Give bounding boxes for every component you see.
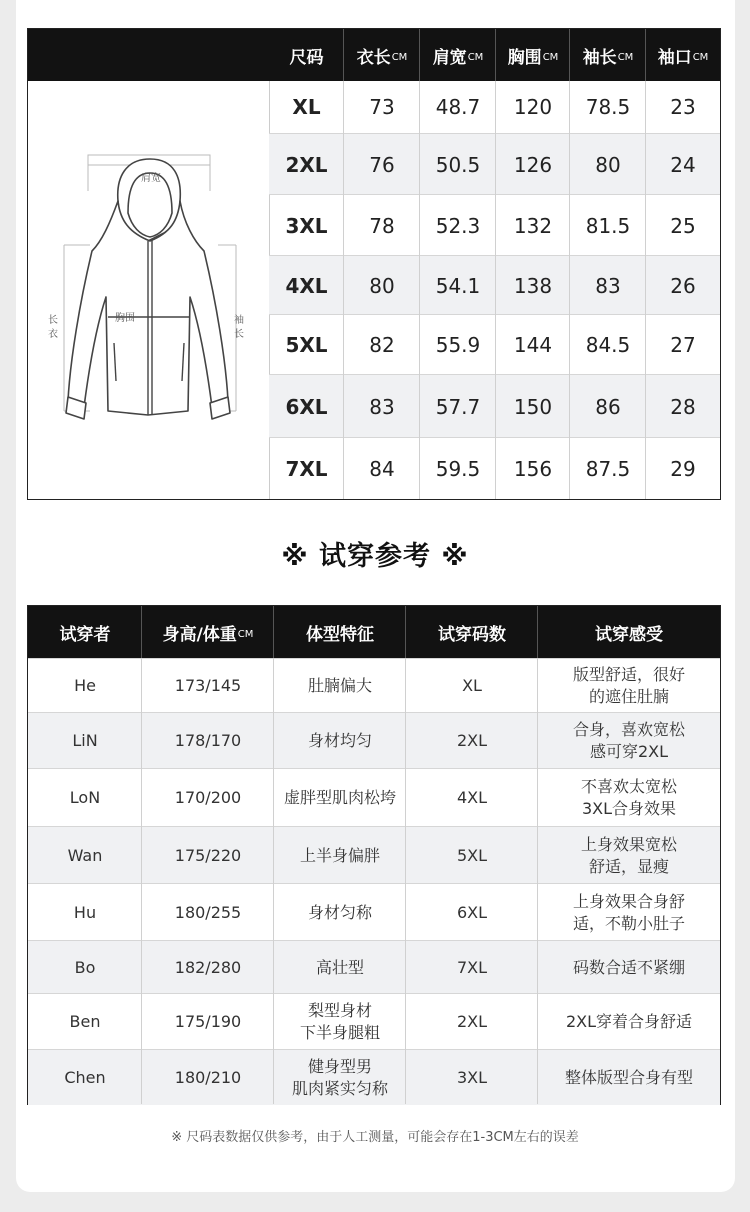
size-cell-value: 78.5 (585, 95, 631, 119)
size-cell-value: 80 (595, 152, 621, 177)
fitting-cell-hw: 173/145 (174, 676, 242, 695)
size-cell-value: 57.7 (435, 394, 481, 419)
size-cell-value: 48.7 (435, 95, 481, 119)
size-cell-value: 87.5 (585, 457, 631, 481)
column-divider (405, 658, 406, 1104)
size-cell-value: 138 (513, 273, 553, 298)
fitting-cell-line: 梨型身材 (307, 1001, 372, 1020)
fitting-cell-name: Bo (74, 957, 96, 977)
size-cell-value: 120 (513, 95, 553, 119)
fitting-cell-line: 健身型男 (307, 1056, 372, 1076)
size-cell-size: 3XL (285, 213, 328, 238)
fitting-cell-line: 虚胖型肌肉松垮 (283, 788, 396, 807)
size-header-unit: CM (391, 51, 408, 63)
size-cell-value: 84.5 (585, 333, 631, 357)
fitting-cell-line: 上身效果宽松 (580, 834, 677, 854)
fitting-header-0 (28, 606, 142, 658)
fitting-cell-name: Ben (69, 1012, 101, 1031)
column-divider (141, 658, 142, 1104)
fitting-cell-feel (538, 659, 720, 713)
fitting-cell-hw: 175/190 (174, 1012, 242, 1031)
fitting-cell-size: 6XL (456, 902, 488, 922)
diagram-label-length-2: 衣 (48, 328, 58, 340)
header-divider (141, 606, 142, 658)
fitting-table (27, 605, 721, 1105)
size-header-3 (496, 29, 570, 81)
header-divider (273, 606, 274, 658)
fitting-header-4 (538, 606, 720, 658)
fitting-cell-body (274, 827, 406, 884)
size-header-label: 肩宽 (432, 47, 467, 68)
fitting-row (28, 826, 720, 884)
fitting-cell-line: 2XL穿着合身舒适 (565, 1012, 693, 1031)
size-cell-size: XL (292, 95, 321, 119)
fitting-cell-line: 版型舒适，很好 (572, 665, 685, 684)
size-cell-value: 78 (369, 213, 395, 238)
fitting-header-label: 试穿者 (59, 624, 111, 645)
header-divider (495, 29, 496, 81)
size-cell-value: 81.5 (585, 213, 631, 238)
fitting-cell-name: LiN (72, 731, 98, 750)
size-header-5 (646, 29, 720, 81)
fitting-cell-line: 适，不勒小肚子 (572, 913, 685, 933)
fitting-cell-size: 2XL (456, 1012, 488, 1031)
size-header-unit: CM (692, 51, 709, 63)
fitting-cell-line: 感可穿2XL (589, 742, 669, 761)
fitting-header-label: 试穿码数 (438, 624, 506, 645)
header-divider (343, 29, 344, 81)
fitting-cell-line: 的遮住肚腩 (588, 687, 669, 706)
fitting-cell-line: 下半身腿粗 (299, 1023, 380, 1042)
fitting-cell-feel (538, 1050, 720, 1105)
size-header-unit: CM (542, 51, 559, 63)
size-header-0 (269, 29, 344, 81)
size-cell-value: 29 (670, 457, 696, 481)
size-cell-value: 83 (595, 273, 621, 298)
fitting-cell-name: Wan (67, 845, 103, 865)
column-divider (273, 658, 274, 1104)
fitting-cell-line: 肌肉紧实匀称 (291, 1078, 388, 1098)
header-divider (405, 606, 406, 658)
size-header-label: 袖口 (657, 47, 692, 68)
size-cell-size: 6XL (285, 394, 328, 419)
fitting-cell-line: 合身，喜欢宽松 (572, 720, 685, 739)
size-cell-value: 126 (513, 152, 553, 177)
column-divider (569, 81, 570, 499)
fitting-title: ※ 试穿参考 ※ (281, 541, 469, 572)
fitting-cell-line: 码数合适不紧绷 (572, 957, 685, 977)
fitting-row (28, 1049, 720, 1105)
size-cell-value: 84 (369, 457, 395, 481)
diagram-label-sleeve-1: 袖 (234, 314, 244, 326)
size-header-unit: CM (617, 51, 634, 63)
fitting-row (28, 768, 720, 827)
size-cell-value: 86 (595, 394, 621, 419)
size-cell-value: 25 (670, 213, 696, 238)
size-header-2 (420, 29, 496, 81)
fitting-cell-line: 整体版型合身有型 (564, 1067, 693, 1087)
column-divider (495, 81, 496, 499)
fitting-cell-size: 4XL (456, 788, 488, 807)
fitting-cell-line: 舒适，显瘦 (588, 856, 669, 876)
size-cell-value: 24 (670, 152, 696, 177)
fitting-header-label: 体型特征 (306, 624, 374, 645)
fitting-cell-line: 上半身偏胖 (299, 845, 380, 865)
fitting-cell-feel (538, 994, 720, 1050)
fitting-cell-name: LoN (69, 788, 101, 807)
fitting-cell-size: 7XL (456, 957, 488, 977)
fitting-cell-hw: 178/170 (174, 731, 242, 750)
fitting-cell-feel (538, 941, 720, 994)
fitting-header-unit: CM (237, 628, 254, 640)
fitting-cell-line: 肚腩偏大 (307, 676, 372, 695)
diagram-label-chest: 胸围 (115, 312, 135, 324)
size-header-4 (570, 29, 646, 81)
size-cell-value: 50.5 (435, 152, 481, 177)
size-header-unit: CM (467, 51, 484, 63)
fitting-cell-size: 3XL (456, 1067, 488, 1087)
fitting-cell-body (274, 884, 406, 941)
header-divider (419, 29, 420, 81)
fitting-header-label: 试穿感受 (595, 624, 663, 645)
size-cell-value: 156 (513, 457, 553, 481)
fitting-cell-feel (538, 713, 720, 769)
header-divider (645, 29, 646, 81)
fitting-cell-line: 上身效果合身舒 (572, 891, 685, 911)
column-divider (537, 658, 538, 1104)
fitting-cell-hw: 175/220 (174, 845, 242, 865)
size-header-label: 胸围 (507, 47, 542, 68)
diagram-label-shoulder: 肩宽 (141, 172, 161, 184)
fitting-row (28, 940, 720, 994)
fitting-cell-line: 不喜欢太宽松 (580, 777, 677, 796)
fitting-row (28, 883, 720, 941)
fitting-cell-line: 高壮型 (315, 957, 364, 977)
fitting-header-label: 身高/体重 (162, 624, 237, 645)
header-divider (569, 29, 570, 81)
size-cell-value: 73 (369, 95, 395, 119)
diagram-label-length-1: 长 (48, 314, 58, 326)
size-cell-size: 2XL (285, 152, 328, 177)
header-divider (537, 606, 538, 658)
size-cell-value: 150 (513, 394, 553, 419)
size-cell-value: 52.3 (435, 213, 481, 238)
fitting-cell-body (274, 713, 406, 769)
size-cell-value: 28 (670, 394, 696, 419)
fitting-header-1 (142, 606, 274, 658)
fitting-cell-hw: 180/210 (174, 1067, 242, 1087)
size-cell-value: 83 (369, 394, 395, 419)
size-cell-value: 27 (670, 333, 696, 357)
fitting-cell-line: 身材均匀 (307, 731, 372, 750)
fitting-cell-body (274, 659, 406, 713)
fitting-cell-feel (538, 769, 720, 827)
diagram-label-sleeve-2: 长 (234, 328, 244, 340)
fitting-header-2 (274, 606, 406, 658)
size-cell-value: 54.1 (435, 273, 481, 298)
fitting-cell-size: XL (462, 676, 482, 695)
size-cell-value: 26 (670, 273, 696, 298)
fitting-cell-body (274, 769, 406, 827)
fitting-cell-name: Chen (64, 1067, 106, 1087)
fitting-cell-feel (538, 827, 720, 884)
column-divider (645, 81, 646, 499)
fitting-row (28, 993, 720, 1050)
fitting-cell-size: 2XL (456, 731, 488, 750)
fitting-cell-size: 5XL (456, 845, 488, 865)
fitting-header-3 (406, 606, 538, 658)
fitting-cell-name: Hu (73, 902, 97, 922)
fitting-cell-body (274, 941, 406, 994)
size-header-1 (344, 29, 420, 81)
size-header-label: 衣长 (356, 47, 391, 68)
size-cell-value: 144 (513, 333, 553, 357)
footnote: ※ 尺码表数据仅供参考，由于人工测量，可能会存在1-3CM左右的误差 (171, 1130, 579, 1145)
fitting-cell-line: 3XL合身效果 (581, 799, 677, 818)
size-cell-value: 59.5 (435, 457, 481, 481)
fitting-row (28, 712, 720, 769)
fitting-cell-name: He (74, 676, 96, 695)
size-cell-value: 55.9 (435, 333, 481, 357)
size-cell-value: 82 (369, 333, 395, 357)
size-header-label: 袖长 (582, 47, 617, 68)
fitting-cell-body (274, 1050, 406, 1105)
fitting-cell-hw: 182/280 (174, 957, 242, 977)
column-divider (343, 81, 344, 499)
size-cell-value: 76 (369, 152, 395, 177)
fitting-cell-hw: 180/255 (174, 902, 242, 922)
size-cell-value: 80 (369, 273, 395, 298)
fitting-row (28, 658, 720, 713)
fitting-cell-line: 身材匀称 (307, 902, 372, 922)
size-chart (27, 28, 721, 500)
size-cell-size: 5XL (285, 333, 328, 357)
size-cell-size: 4XL (285, 273, 328, 298)
size-cell-value: 132 (513, 213, 553, 238)
fitting-cell-feel (538, 884, 720, 941)
fitting-cell-body (274, 994, 406, 1050)
jacket-diagram (28, 81, 270, 499)
size-cell-size: 7XL (285, 457, 328, 481)
jacket-illustration (28, 81, 269, 499)
column-divider (419, 81, 420, 499)
size-cell-value: 23 (670, 95, 696, 119)
fitting-cell-hw: 170/200 (174, 788, 242, 807)
size-header-label: 尺码 (289, 47, 324, 68)
